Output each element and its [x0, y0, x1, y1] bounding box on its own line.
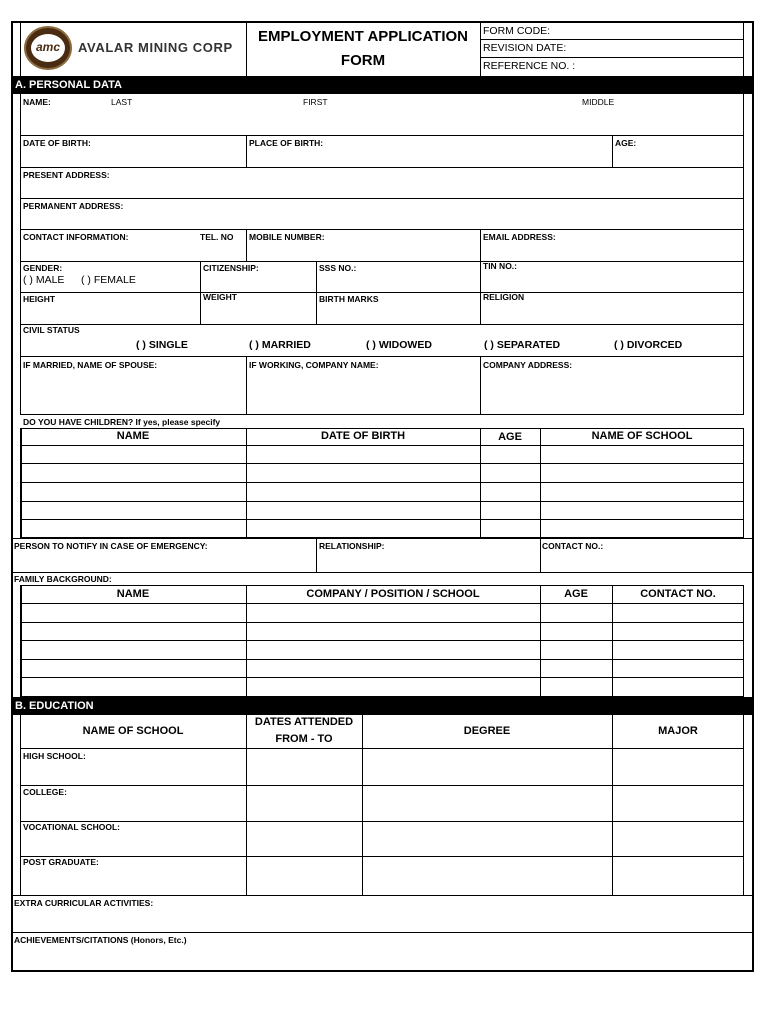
- edu-college-row[interactable]: [21, 797, 743, 821]
- permanent-address-field[interactable]: [21, 211, 743, 229]
- row-line-spouse: [20, 414, 744, 415]
- tel-no-label: TEL. NO: [200, 232, 234, 242]
- header-right-line: [743, 21, 744, 77]
- date-of-birth-field[interactable]: [21, 148, 245, 166]
- form-title-line1: EMPLOYMENT APPLICATION: [258, 28, 468, 45]
- civil-status-single[interactable]: ( ) SINGLE: [136, 339, 188, 351]
- middle-name-label: MIDDLE: [582, 97, 615, 107]
- sss-no-label: SSS NO.:: [319, 263, 357, 273]
- gender-label: GENDER:: [23, 263, 63, 273]
- edu-college-label: COLLEGE:: [23, 787, 67, 797]
- children-header-age: AGE: [498, 431, 522, 443]
- row-line-name: [20, 135, 744, 136]
- edu-header-dates-line2: FROM - TO: [275, 733, 333, 745]
- name-field[interactable]: [21, 108, 743, 135]
- civil-status-widowed[interactable]: ( ) WIDOWED: [366, 339, 432, 351]
- header-row-line-2: [480, 57, 744, 58]
- email-address-field[interactable]: [481, 242, 742, 260]
- emergency-contact-field[interactable]: [541, 552, 752, 571]
- row-line-civil: [20, 356, 744, 357]
- place-of-birth-label: PLACE OF BIRTH:: [249, 138, 324, 148]
- revision-date-label: REVISION DATE:: [483, 42, 567, 54]
- edu-header-degree: DEGREE: [463, 725, 511, 737]
- citizenship-label: CITIZENSHIP:: [203, 263, 259, 273]
- family-row[interactable]: [21, 660, 743, 677]
- edu-bottom-line: [12, 895, 753, 896]
- present-address-field[interactable]: [21, 180, 743, 198]
- row-line-permanent: [20, 229, 744, 230]
- row-line-gender: [20, 292, 744, 293]
- company-address-label: COMPANY ADDRESS:: [483, 360, 573, 370]
- civil-status-label: CIVIL STATUS: [23, 325, 80, 335]
- religion-label: RELIGION: [483, 292, 525, 302]
- edu-row-line: [20, 785, 744, 786]
- present-address-label: PRESENT ADDRESS:: [23, 170, 110, 180]
- children-header-school: NAME OF SCHOOL: [591, 430, 693, 442]
- emergency-bottom-line: [12, 572, 753, 573]
- reference-no-label: REFERENCE NO. :: [483, 60, 576, 72]
- children-header-dob: DATE OF BIRTH: [320, 430, 406, 442]
- children-row[interactable]: [21, 446, 743, 463]
- company-address-field[interactable]: [481, 371, 742, 413]
- header-row-line-1: [480, 39, 744, 40]
- birth-marks-field[interactable]: [317, 304, 479, 323]
- height-field[interactable]: [21, 304, 199, 323]
- place-of-birth-field[interactable]: [247, 148, 611, 166]
- header-divider-2: [480, 21, 481, 77]
- emergency-contact-label: CONTACT NO.:: [542, 541, 604, 551]
- spouse-name-field[interactable]: [21, 371, 245, 413]
- sss-no-field[interactable]: [317, 273, 479, 292]
- section-a-title: A. PERSONAL DATA: [12, 76, 753, 94]
- family-header-company: COMPANY / POSITION / SCHOOL: [306, 588, 480, 600]
- gender-female-option[interactable]: ( ) FEMALE: [81, 274, 136, 286]
- family-row[interactable]: [21, 623, 743, 640]
- logo-text: amc: [35, 40, 61, 54]
- row-line-contact: [20, 261, 744, 262]
- family-background-label: FAMILY BACKGROUND:: [14, 574, 112, 584]
- last-name-label: LAST: [111, 97, 133, 107]
- age-field[interactable]: [613, 148, 742, 166]
- company-logo: [24, 26, 72, 70]
- family-header-name: NAME: [116, 588, 150, 600]
- section-b-title: B. EDUCATION: [12, 697, 753, 715]
- children-row[interactable]: [21, 464, 743, 482]
- edu-row-line: [20, 821, 744, 822]
- form-title-line2: FORM: [340, 52, 386, 69]
- date-of-birth-label: DATE OF BIRTH:: [23, 138, 91, 148]
- form-code-label: FORM CODE:: [483, 25, 551, 37]
- weight-field[interactable]: [201, 304, 315, 323]
- edu-post-graduate-label: POST GRADUATE:: [23, 857, 99, 867]
- achievements-field[interactable]: [13, 945, 752, 970]
- family-row[interactable]: [21, 641, 743, 659]
- tin-no-field[interactable]: [481, 273, 742, 292]
- emergency-top-line: [12, 538, 753, 539]
- tin-no-label: TIN NO.:: [483, 261, 517, 271]
- civil-status-married[interactable]: ( ) MARRIED: [249, 339, 311, 351]
- email-address-label: EMAIL ADDRESS:: [483, 232, 556, 242]
- extra-curricular-field[interactable]: [13, 908, 752, 932]
- children-row[interactable]: [21, 502, 743, 519]
- company-name: AVALAR MINING CORP: [78, 40, 233, 55]
- company-name-label: IF WORKING, COMPANY NAME:: [249, 360, 379, 370]
- achievements-label: ACHIEVEMENTS/CITATIONS (Honors, Etc.): [14, 935, 187, 945]
- children-row[interactable]: [21, 520, 743, 538]
- edu-right-line: [743, 715, 744, 895]
- row-line-height: [20, 324, 744, 325]
- mobile-number-field[interactable]: [247, 242, 479, 260]
- family-row[interactable]: [21, 678, 743, 696]
- header-left-line: [20, 21, 21, 77]
- edu-row-line: [20, 856, 744, 857]
- edu-high-school-row[interactable]: [21, 761, 743, 785]
- religion-field[interactable]: [481, 304, 742, 323]
- children-header-name: NAME: [116, 430, 150, 442]
- age-label: AGE:: [615, 138, 637, 148]
- gender-male-option[interactable]: ( ) MALE: [23, 274, 65, 286]
- permanent-address-label: PERMANENT ADDRESS:: [23, 201, 124, 211]
- mobile-number-label: MOBILE NUMBER:: [249, 232, 325, 242]
- row-line-dob: [20, 167, 744, 168]
- family-row[interactable]: [21, 604, 743, 622]
- header-top-line: [20, 21, 744, 22]
- extra-bottom-line: [12, 932, 753, 933]
- civil-status-separated[interactable]: ( ) SEPARATED: [484, 339, 561, 351]
- company-name-field[interactable]: [247, 371, 479, 413]
- emergency-person-label: PERSON TO NOTIFY IN CASE OF EMERGENCY:: [14, 541, 208, 551]
- spouse-name-label: IF MARRIED, NAME OF SPOUSE:: [23, 360, 158, 370]
- weight-label: WEIGHT: [203, 292, 237, 302]
- first-name-label: FIRST: [303, 97, 328, 107]
- edu-header-major: MAJOR: [658, 725, 698, 737]
- personal-right-line: [743, 94, 744, 414]
- family-header-age: AGE: [564, 588, 588, 600]
- contact-information-label: CONTACT INFORMATION:: [23, 232, 129, 242]
- relationship-field[interactable]: [317, 552, 539, 571]
- name-label: NAME:: [23, 97, 51, 107]
- edu-header-dates-line1: DATES ATTENDED: [254, 716, 354, 728]
- extra-curricular-label: EXTRA CURRICULAR ACTIVITIES:: [14, 898, 154, 908]
- edu-vocational-row[interactable]: [21, 832, 743, 856]
- tel-no-field[interactable]: [21, 242, 245, 260]
- edu-header-line: [20, 748, 744, 749]
- edu-vocational-label: VOCATIONAL SCHOOL:: [23, 822, 120, 832]
- row-line-present: [20, 198, 744, 199]
- citizenship-field[interactable]: [201, 273, 315, 292]
- emergency-person-field[interactable]: [13, 552, 315, 571]
- relationship-label: RELATIONSHIP:: [319, 541, 385, 551]
- edu-header-school: NAME OF SCHOOL: [82, 725, 184, 737]
- family-header-contact: CONTACT NO.: [640, 588, 716, 600]
- edu-high-school-label: HIGH SCHOOL:: [23, 751, 86, 761]
- height-label: HEIGHT: [23, 294, 56, 304]
- children-row[interactable]: [21, 483, 743, 501]
- children-question: DO YOU HAVE CHILDREN? If yes, please specify: [23, 417, 221, 427]
- edu-post-graduate-row[interactable]: [21, 867, 743, 894]
- birth-marks-label: BIRTH MARKS: [319, 294, 379, 304]
- civil-status-divorced[interactable]: ( ) DIVORCED: [614, 339, 683, 351]
